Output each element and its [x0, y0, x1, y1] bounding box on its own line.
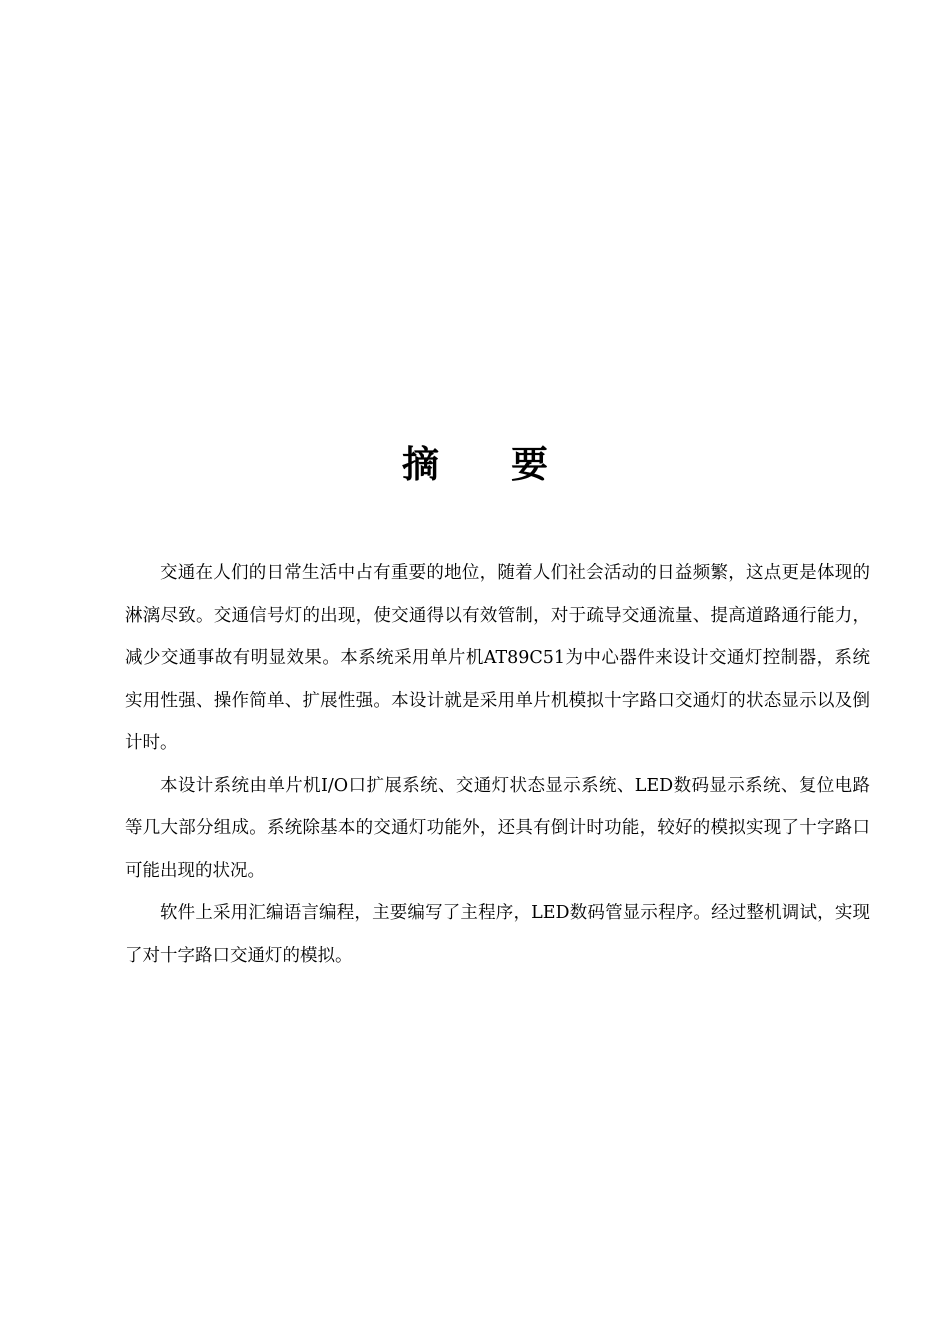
page-title: [0, 437, 950, 493]
abstract-body: [125, 552, 870, 977]
abstract-paragraph-1: 交通在人们的日常生活中占有重要的地位，随着人们社会活动的日益频繁，这点更是体现的淋漓尽致。交通信号灯的出现，使交通得以有效管制，对于疏导交通流量、提高道路通行能力，减少交通事故有明显效果。本系统采用单片机AT89C51为中心器件来设计交通灯控制器，系统实用性强、操作简单、扩展性强。本设计就是采用单片机模拟十字路口交通灯的状态显示以及倒计时。: [125, 563, 870, 753]
title-char-2: 要: [511, 442, 548, 486]
abstract-paragraph-3: 软件上采用汇编语言编程，主要编写了主程序，LED数码管显示程序。经过整机调试，实现了对十字路口交通灯的模拟。: [125, 903, 870, 966]
abstract-paragraph-2: 本设计系统由单片机I/O口扩展系统、交通灯状态显示系统、LED数码显示系统、复位电路等几大部分组成。系统除基本的交通灯功能外，还具有倒计时功能，较好的模拟实现了十字路口可能出现的状况。: [125, 775, 870, 881]
title-char-1: 摘: [402, 442, 439, 486]
